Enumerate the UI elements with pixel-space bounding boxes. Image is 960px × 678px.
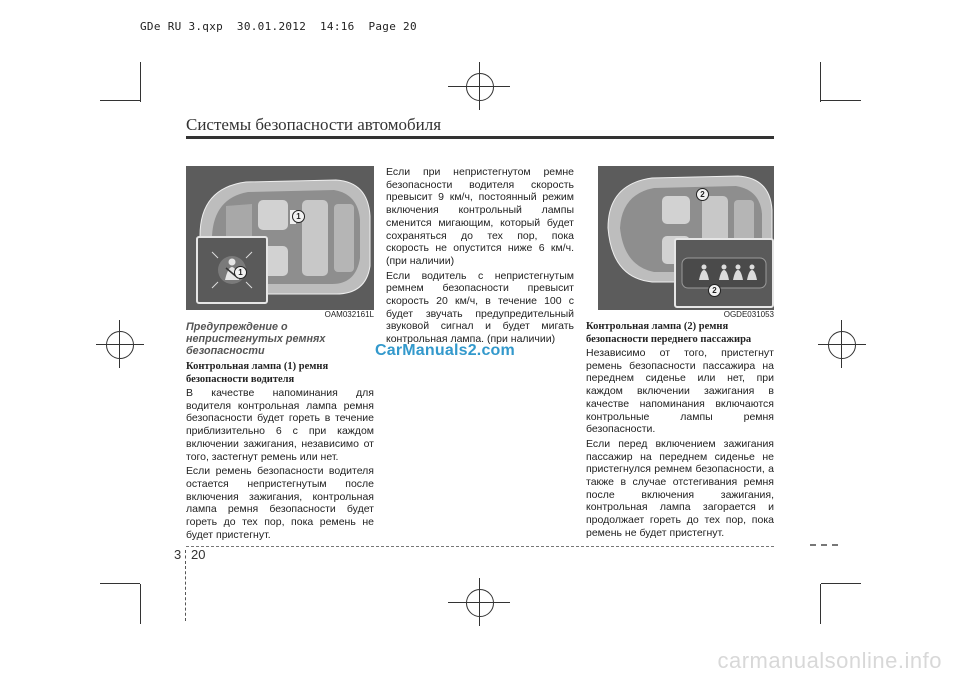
paragraph: Если водитель с непристегнутым ремнем безопасности превысит скорость 20 км/ч, в течение 100 с будет звучать предупредительный звуковой сигнал и будет мигать контрольная лампа. (при наличии): [386, 269, 574, 346]
subhead-driver-lamp: Контрольная лампа (1) ремня безопасности водителя: [186, 361, 329, 385]
subhead-passenger-lamp: Контрольная лампа (2) ремня безопасности переднего пассажира: [586, 321, 752, 345]
section-title: Системы безопасности автомобиля: [186, 115, 442, 134]
paragraph: Если ремень безопасности водителя остается непристегнутым после включения зажигания, контрольная лампа ремня безопасности будет гореть до тех пор, пока ремень не будет пристегнут.: [186, 465, 374, 541]
site-watermark[interactable]: carmanualsonline.info: [717, 648, 942, 673]
warning-lamp-inset: [196, 236, 268, 304]
callout-badge-1-inset: 1: [234, 266, 247, 279]
subhead-seatbelt-warning: Предупреждение о непристегнутых ремнях безопасности: [186, 321, 326, 357]
chapter-number: 3: [174, 547, 182, 562]
paragraph: Если перед включением зажигания пассажир на переднем сиденье не пристегнулся ремнем безопасности, а также в случае отстегивания ремня после включения зажигания, контрольная лампа загорается и продолжает гореть до тех пор, пока ремень не будет пристегнут.: [586, 437, 774, 539]
callout-badge-2: 2: [696, 188, 709, 201]
crop-mark: [820, 62, 821, 102]
crop-mark: [100, 100, 140, 101]
registration-circle-left: [106, 331, 134, 359]
crop-mark: [821, 583, 861, 584]
registration-cross: [448, 602, 510, 603]
passenger-lamp-inset: [674, 238, 774, 308]
footer-rule: [186, 546, 774, 547]
footer-rule-end: [810, 544, 838, 546]
registration-circle-bottom: [466, 589, 494, 617]
crop-mark: [140, 62, 141, 102]
callout-badge-2-inset: 2: [708, 284, 721, 297]
callout-badge-1: 1: [292, 210, 305, 223]
crop-mark: [100, 583, 140, 584]
crop-mark: [140, 584, 141, 624]
registration-circle-right: [828, 331, 856, 359]
seatbelt-warning-row-icon: [676, 240, 772, 306]
registration-cross: [448, 86, 510, 87]
figure-passenger-seatbelt: [598, 166, 774, 310]
paragraph: В качестве напоминания для водителя контрольная лампа ремня безопасности будет гореть в течение приблизительно 6 с при каждом включении зажигания, независимо от того, застегнут ремень или нет.: [186, 387, 374, 463]
crop-mark: [821, 100, 861, 101]
registration-cross: [96, 344, 144, 345]
column-3: [586, 321, 774, 542]
watermark-link[interactable]: CarManuals2.com: [375, 342, 515, 359]
print-header: GDe RU 3.qxp 30.01.2012 14:16 Page 20: [140, 20, 417, 33]
registration-circle-top: [466, 73, 494, 101]
registration-cross: [818, 344, 866, 345]
figure-code-left: OAM032161L: [324, 310, 374, 319]
seatbelt-warning-icon: [198, 238, 266, 302]
figure-code-right: OGDE031053: [723, 310, 774, 319]
page-number: 20: [191, 547, 206, 562]
paragraph: Независимо от того, пристегнут ремень безопасности пассажира на переднем сиденье или нет, при каждом включении зажигания в качестве напоминания включаются контрольные лампы ремня безопасности.: [586, 347, 774, 436]
column-2: [386, 166, 574, 348]
column-1: [186, 321, 374, 543]
footer-divider: [185, 550, 186, 564]
figure-driver-seatbelt: [186, 166, 374, 310]
crop-mark: [820, 584, 821, 624]
title-rule: [186, 136, 774, 139]
footer-divider-lower: [185, 566, 186, 621]
paragraph: Если при непристегнутом ремне безопасности водителя скорость превысит 9 км/ч, постоянный режим включения контрольный лампы сменится мигающим, который будет сохраняться до тех пор, пока скорость не опустится ниже 6 км/ч. (при наличии): [386, 166, 574, 267]
